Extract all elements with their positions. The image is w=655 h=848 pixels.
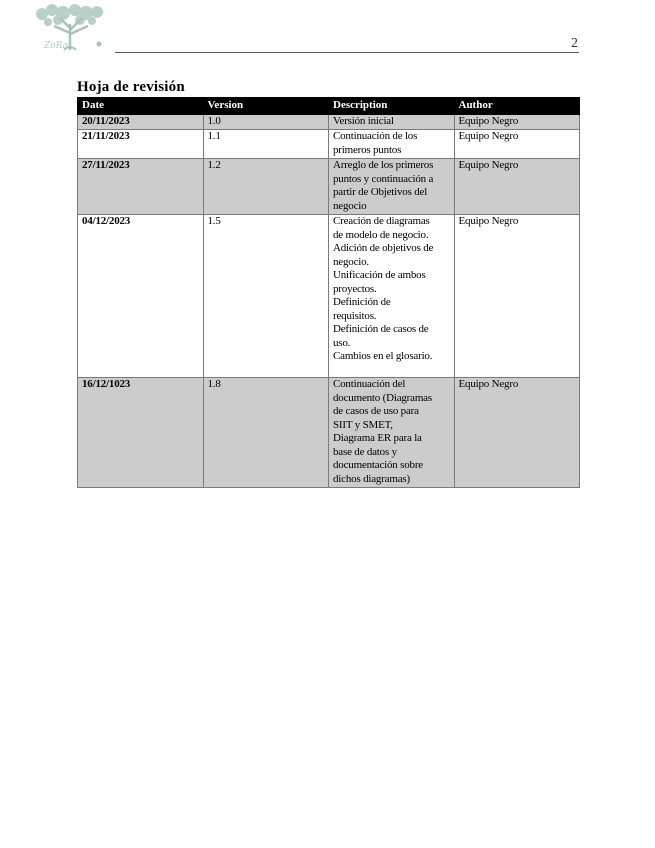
cell-description [329, 130, 455, 159]
description-line: negocio [333, 199, 367, 212]
description-line: Continuación del [333, 378, 406, 390]
description-line: Creación de diagramas [333, 215, 430, 227]
logo-text: ZoRa [44, 41, 69, 51]
cell-date: 20/11/2023 [78, 114, 204, 130]
cell-date: 04/12/2023 [78, 215, 204, 378]
cell-description [329, 159, 455, 215]
revision-table-body [78, 114, 580, 488]
description-line: de modelo de negocio. [333, 228, 429, 241]
column-header-description: Description [329, 98, 455, 115]
description-line: uso. [333, 336, 351, 349]
table-header-row [78, 98, 580, 115]
description-line: Definición de casos de [333, 323, 429, 335]
description-line: partir de Objetivos del [333, 186, 428, 198]
cell-author: Equipo Negro [454, 114, 580, 130]
description-line: Definición de [333, 296, 391, 308]
cell-version: 1.5 [203, 215, 329, 378]
cell-date: 27/11/2023 [78, 159, 204, 215]
section-title: Hoja de revisión [77, 79, 185, 95]
column-header-author: Author [454, 98, 580, 115]
table-row [78, 114, 580, 130]
cell-description [329, 378, 455, 488]
cell-description [329, 114, 455, 130]
cell-description [329, 215, 455, 378]
cell-version: 1.8 [203, 378, 329, 488]
header-rule [115, 52, 579, 53]
revision-table [77, 97, 580, 488]
description-line: puntos y continuación a [333, 172, 434, 185]
tree-logo-icon [30, 4, 110, 52]
description-line: documento (Diagramas [333, 391, 432, 404]
description-line: Cambios en el glosario. [333, 350, 433, 362]
description-line: de casos de uso para [333, 405, 419, 417]
cell-author: Equipo Negro [454, 130, 580, 159]
description-line: requisitos. [333, 309, 377, 322]
description-line: dichos diagramas) [333, 472, 410, 485]
cell-author: Equipo Negro [454, 378, 580, 488]
cell-date: 21/11/2023 [78, 130, 204, 159]
description-line: primeros puntos [333, 143, 402, 156]
cell-date: 16/12/1023 [78, 378, 204, 488]
description-line: Diagrama ER para la [333, 432, 422, 444]
description-line: negocio. [333, 255, 369, 268]
description-line: proyectos. [333, 282, 377, 295]
description-line: base de datos y [333, 445, 397, 458]
description-line: Versión inicial [333, 114, 394, 127]
cell-author: Equipo Negro [454, 215, 580, 378]
description-line: Arreglo de los primeros [333, 159, 434, 171]
description-line: documentación sobre [333, 459, 423, 471]
cell-version: 1.1 [203, 130, 329, 159]
page-number: 2 [571, 36, 578, 51]
cell-version: 1.2 [203, 159, 329, 215]
table-row [78, 378, 580, 488]
description-line: Adición de objetivos de [333, 242, 434, 254]
cell-author: Equipo Negro [454, 159, 580, 215]
cell-version: 1.0 [203, 114, 329, 130]
table-row [78, 130, 580, 159]
description-line: SIIT y SMET, [333, 418, 393, 431]
description-line: Continuación de los [333, 130, 418, 142]
column-header-date: Date [78, 98, 204, 115]
description-line: Unificación de ambos [333, 269, 426, 281]
table-row [78, 159, 580, 215]
table-row [78, 215, 580, 378]
column-header-version: Version [203, 98, 329, 115]
